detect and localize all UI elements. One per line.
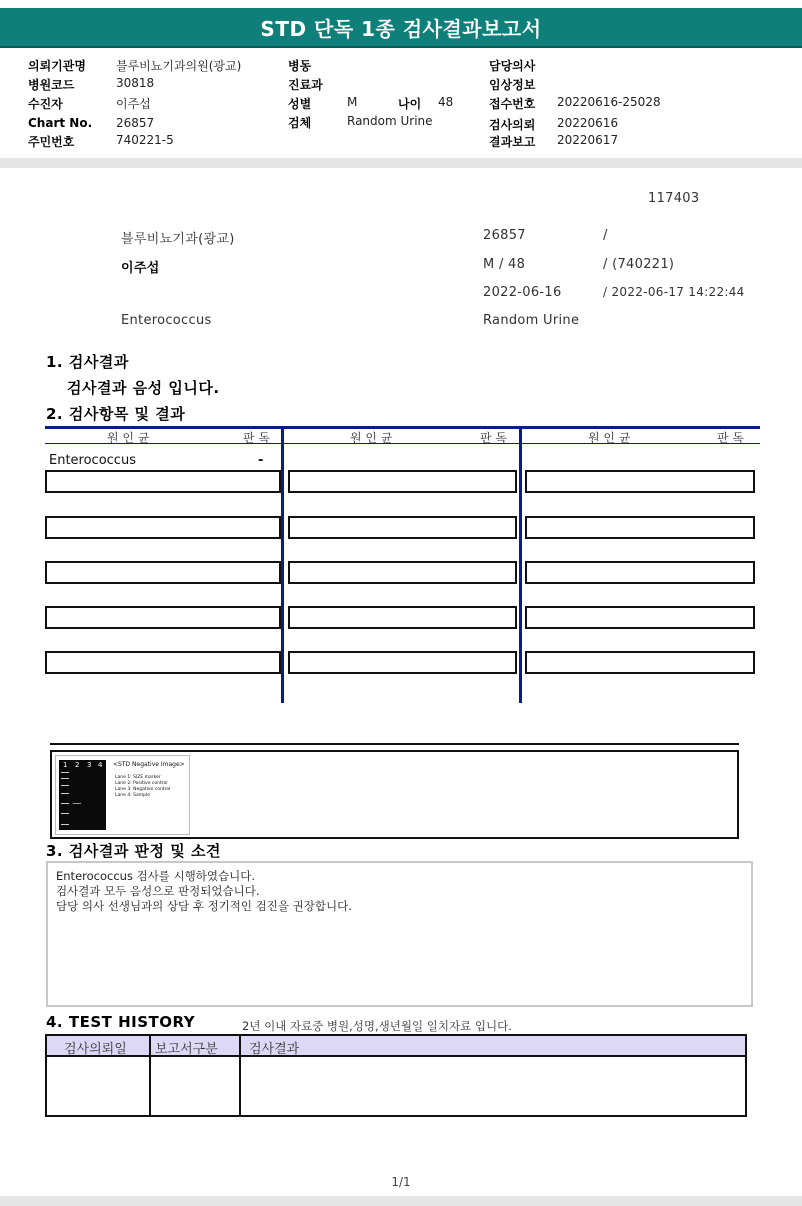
- gel-lane-number: 3: [87, 761, 92, 769]
- history-column-divider: [239, 1036, 241, 1115]
- gel-lane-number: 1: [63, 761, 68, 769]
- header-value: M: [347, 95, 358, 109]
- header-label: 결과보고: [489, 135, 536, 149]
- header-pathogen: 원 인 균: [350, 431, 393, 445]
- gel-lane-number: 4: [98, 761, 103, 769]
- gel-lane-number: 2: [75, 761, 80, 769]
- header-value: 20220616: [557, 116, 619, 130]
- header-label: 임상정보: [489, 78, 536, 92]
- header-label: 나이: [398, 97, 422, 111]
- result-box: [525, 651, 755, 674]
- header-label: 병동: [288, 59, 312, 73]
- result-box: [45, 470, 281, 493]
- footer-separator: [0, 1196, 802, 1206]
- gel-band: [61, 813, 69, 814]
- gel-band: [61, 785, 69, 786]
- header-value: 48: [438, 95, 454, 109]
- gel-band: [61, 772, 69, 773]
- header-judgement: 판 독: [243, 431, 270, 445]
- result-box: [288, 516, 517, 539]
- gel-band: [61, 793, 69, 794]
- header-label: 접수번호: [489, 97, 536, 111]
- test-name: Enterococcus: [121, 313, 212, 328]
- gel-legend-item: Lane 1: SIZE marker: [115, 775, 161, 780]
- history-header-cell: 검사결과: [249, 1042, 300, 1057]
- gel-band: [61, 824, 69, 825]
- header-label: 주민번호: [28, 135, 75, 149]
- result-box: [288, 561, 517, 584]
- request-date: 2022-06-16: [483, 285, 562, 300]
- result-box: [45, 516, 281, 539]
- gel-top-rule: [50, 743, 739, 745]
- result-box: [525, 606, 755, 629]
- header-label: 의뢰기관명: [28, 59, 86, 73]
- opinion-line: 담당 의사 선생님과의 상담 후 정기적인 검진을 권장합니다.: [56, 899, 352, 913]
- header-judgement: 판 독: [480, 431, 507, 445]
- report-title: STD 단독 1종 검사결과보고서: [0, 8, 802, 48]
- patient-code: 117403: [648, 191, 700, 206]
- section-3-title: 3. 검사결과 판정 및 소견: [46, 842, 221, 860]
- result-box: [525, 516, 755, 539]
- header-judgement: 판 독: [717, 431, 744, 445]
- gel-title: <STD Negative Image>: [113, 761, 185, 768]
- result-box: [45, 606, 281, 629]
- overall-result: 검사결과 음성 입니다.: [67, 379, 220, 397]
- result-box: [288, 470, 517, 493]
- gel-band: [61, 778, 69, 779]
- history-table: [45, 1034, 747, 1117]
- patient-name: 이주섭: [121, 261, 160, 276]
- header-value: 30818: [116, 76, 155, 90]
- header-value: 블루비뇨기과의원(광교): [116, 59, 242, 73]
- column-divider: [281, 428, 284, 703]
- header-label: 수진자: [28, 97, 63, 111]
- history-column-divider: [149, 1036, 151, 1115]
- column-divider: [519, 428, 522, 703]
- header-value: 20220616-25028: [557, 95, 661, 109]
- header-value: 20220617: [557, 133, 619, 147]
- gel-band: [61, 803, 69, 804]
- patient-birth: / (740221): [603, 257, 675, 272]
- section-1-title: 1. 검사결과: [46, 353, 129, 371]
- results-header-row: [45, 426, 760, 444]
- result-box: [288, 606, 517, 629]
- patient-chart: 26857: [483, 228, 526, 243]
- history-note: 2년 이내 자료중 병원,성명,생년월일 일치자료 입니다.: [242, 1019, 512, 1033]
- header-label: 검사의뢰: [489, 118, 536, 132]
- opinion-line: Enterococcus 검사를 시행하였습니다.: [56, 869, 255, 883]
- gel-electrophoresis-image: [59, 760, 106, 830]
- opinion-box: [46, 861, 753, 1007]
- patient-hospital: 블루비뇨기과(광교): [121, 232, 235, 247]
- header-separator: [0, 158, 802, 168]
- gel-legend-item: Lane 4: Sample: [115, 793, 150, 798]
- history-header-cell: 검사의뢰일: [64, 1042, 127, 1057]
- gel-legend-item: Lane 3: Negative control: [115, 787, 171, 792]
- report-datetime: / 2022-06-17 14:22:44: [603, 285, 745, 299]
- header-label: 병원코드: [28, 78, 75, 92]
- result-box: [45, 561, 281, 584]
- section-4-title: 4. TEST HISTORY: [46, 1013, 196, 1031]
- patient-sex-age: M / 48: [483, 257, 526, 272]
- gel-legend-item: Lane 2: Positive control: [115, 781, 168, 786]
- header-value: Random Urine: [347, 114, 433, 128]
- header-label: 진료과: [288, 78, 323, 92]
- page-number: 1/1: [391, 1175, 411, 1189]
- patient-separator: /: [603, 228, 608, 243]
- result-box: [525, 470, 755, 493]
- opinion-line: 검사결과 모두 음성으로 판정되었습니다.: [56, 884, 260, 898]
- header-value: 이주섭: [116, 97, 151, 111]
- pathogen-judgement: -: [258, 453, 264, 468]
- result-box: [525, 561, 755, 584]
- result-box: [288, 651, 517, 674]
- header-pathogen: 원 인 균: [107, 431, 150, 445]
- pathogen-name: Enterococcus: [49, 453, 136, 468]
- result-box: [45, 651, 281, 674]
- specimen: Random Urine: [483, 313, 580, 328]
- history-header-cell: 보고서구분: [155, 1042, 218, 1057]
- header-value: 740221-5: [116, 133, 174, 147]
- history-header-row: [47, 1036, 745, 1057]
- header-value: 26857: [116, 116, 155, 130]
- gel-band: [73, 803, 81, 804]
- header-label: 성별: [288, 97, 312, 111]
- header-pathogen: 원 인 균: [588, 431, 631, 445]
- header-label: Chart No.: [28, 116, 93, 130]
- header-label: 검체: [288, 116, 312, 130]
- header-label: 담당의사: [489, 59, 536, 73]
- section-2-title: 2. 검사항목 및 결과: [46, 405, 186, 423]
